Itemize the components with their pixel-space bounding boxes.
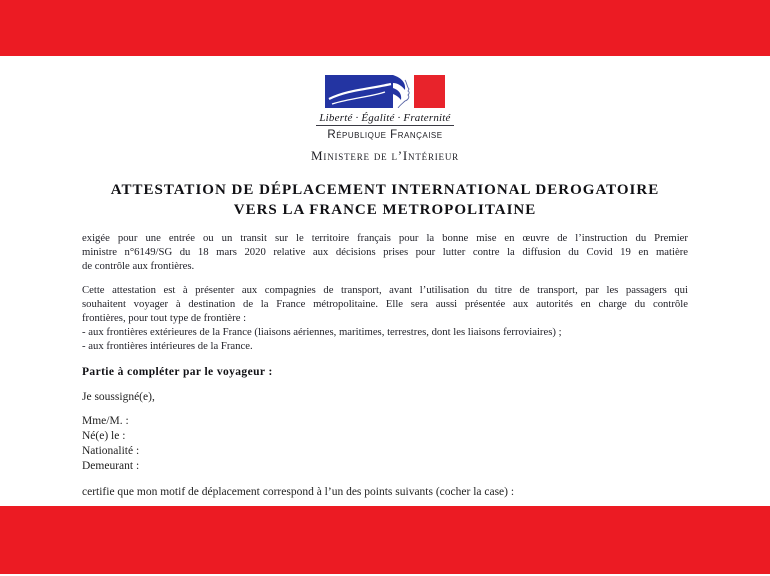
presentation-paragraph [82,283,688,353]
intro-paragraph [82,231,688,273]
marianne-flag-icon [325,75,445,108]
presentation-line: Cette attestation est à présenter aux compagnies de transport, avant l’utilisation du titre de transport, par les passagers qui [82,284,688,296]
document-title [82,180,688,220]
presentation-line: souhaitent voyager à destination de la France métropolitaine. Elle sera aussi présentée aux autorités en charge du contrôle [82,298,688,310]
intro-line: ministre n°6149/SG du 18 mars 2020 relative aux décisions prises pour lutter contre la diffusion du Covid 19 en matière [82,246,688,258]
intro-line: de contrôle aux frontières. [82,260,195,272]
ministry-name: Ministere de l’Intérieur [311,148,459,163]
field-nationality-label: Nationalité : [82,445,140,457]
soussigne-line: Je soussigné(e), [82,391,155,403]
field-address-label: Demeurant : [82,460,140,472]
intro-line: exigée pour une entrée ou un transit sur le territoire français pour la bonne mise en œuvre de l’instruction du Premier [82,232,688,244]
field-name-label: Mme/M. : [82,415,129,427]
traveler-fields [82,414,688,474]
red-band-top [0,0,770,56]
border-exterior-bullet: - aux frontières extérieures de la France (liaisons aériennes, maritimes, terrestres, dont les liaisons ferroviaires) ; [82,326,562,338]
traveler-section-heading: Partie à compléter par le voyageur : [82,366,273,378]
border-interior-bullet: - aux frontières intérieures de la France. [82,340,253,352]
field-birthdate-label: Né(e) le : [82,430,126,442]
title-line-1: ATTESTATION DE DÉPLACEMENT INTERNATIONAL DEROGATOIRE [110,182,660,198]
logo-republic-francaise: République Française [327,129,443,141]
red-band-bottom [0,506,770,574]
presentation-line: frontières, pour tout type de frontière : [82,312,247,324]
french-republic-logo [82,56,688,164]
title-line-2: VERS LA FRANCE METROPOLITAINE [233,202,537,218]
document-page [0,56,770,506]
logo-motto: Liberté · Égalité · Fraternité [316,112,453,126]
certify-line: certifie que mon motif de déplacement correspond à l’un des points suivants (cocher la case) : [82,486,515,498]
